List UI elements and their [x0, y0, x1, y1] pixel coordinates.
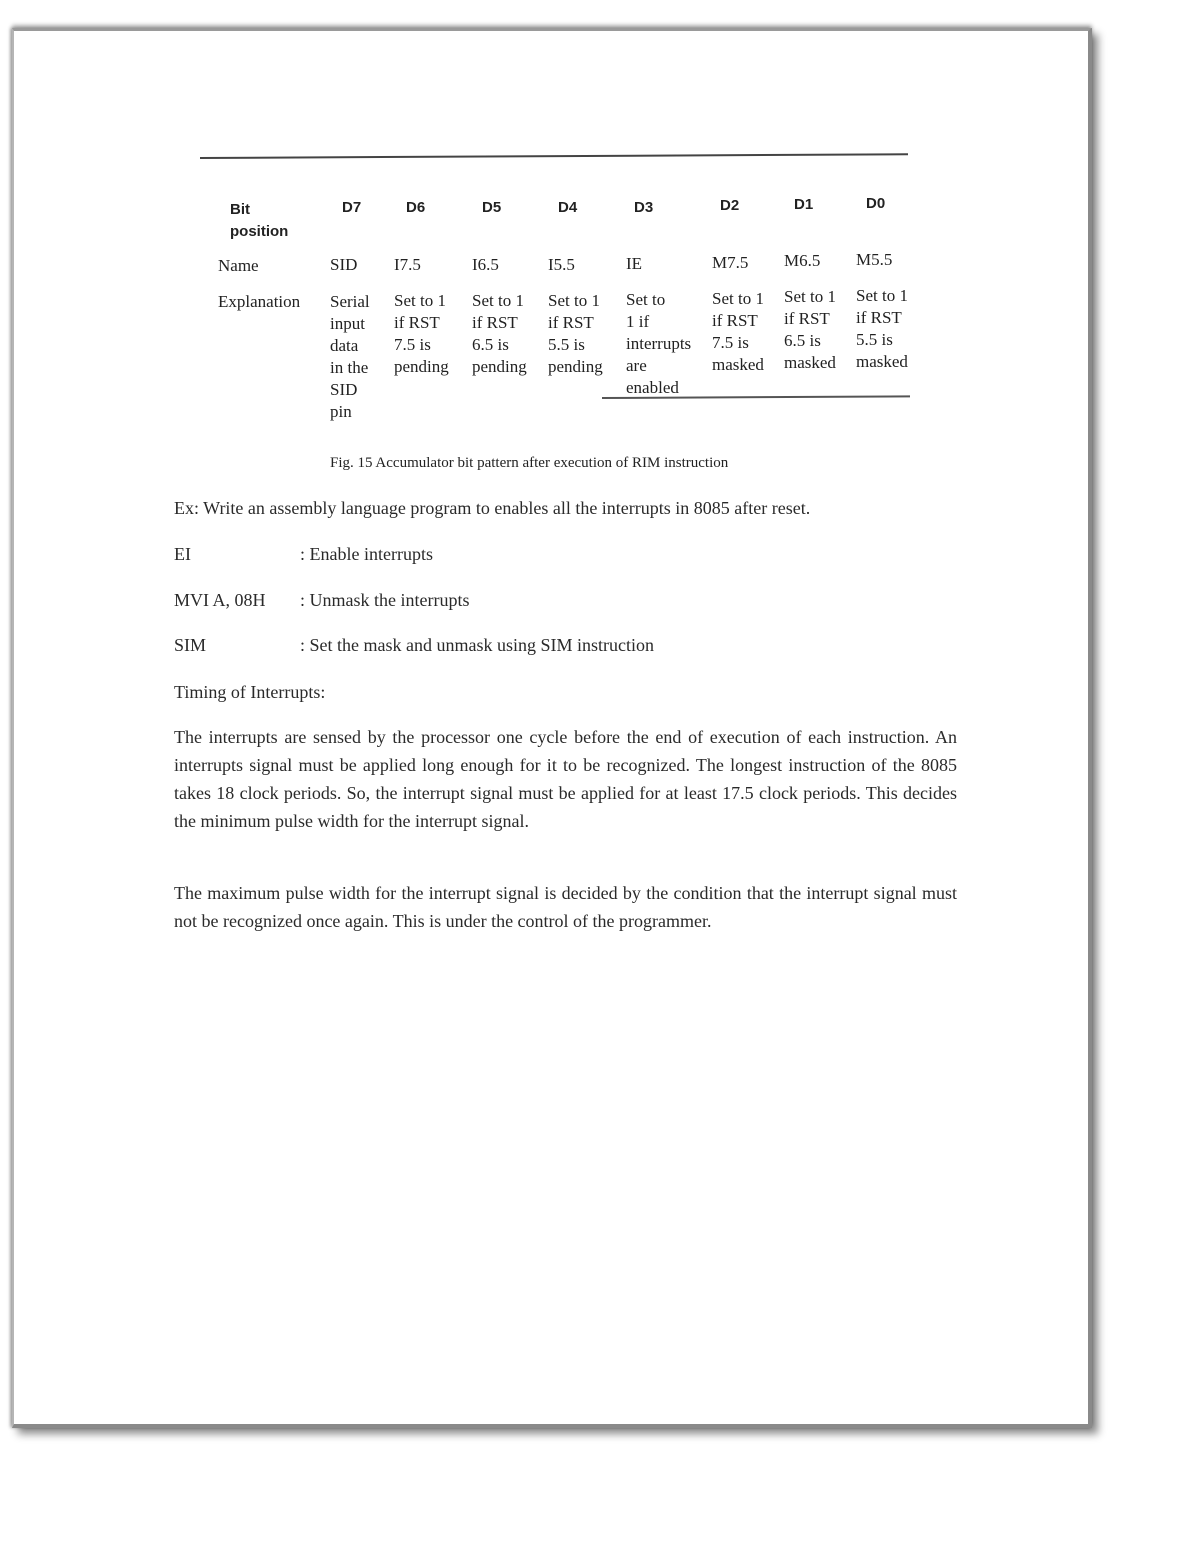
code-instruction: SIM	[174, 635, 207, 655]
explanation-cell: Set to 1 if RST 7.5 is pending	[394, 291, 449, 376]
explanation-cell: Set to 1 if RST 7.5 is masked	[712, 289, 764, 374]
name-cell: I5.5	[548, 255, 575, 274]
explanation-cell: Set to 1 if RST 5.5 is masked	[856, 286, 908, 371]
name-cell: I7.5	[394, 255, 421, 274]
explanation-cell: Set to 1 if RST 5.5 is pending	[548, 291, 603, 376]
explanation-cell: Explanation	[218, 292, 301, 311]
name-cell: Name	[218, 256, 259, 275]
code-instruction: EI	[174, 544, 191, 564]
table-top-rule	[200, 153, 908, 159]
explanation-cell: Set to 1 if RST 6.5 is masked	[784, 287, 836, 372]
explanation-cell: Set to 1 if RST 6.5 is pending	[472, 291, 527, 376]
code-comment: : Unmask the interrupts	[300, 590, 470, 610]
name-cell: SID	[330, 255, 358, 274]
page-content	[14, 31, 1088, 1424]
code-comment: : Enable interrupts	[300, 544, 433, 564]
header-cell: D0	[866, 195, 886, 212]
code-comment: : Set the mask and unmask using SIM instruction	[300, 635, 654, 655]
header-cell: D4	[558, 199, 578, 216]
header-cell: D7	[342, 199, 362, 216]
document-page	[12, 28, 1092, 1428]
header-cell: D1	[794, 196, 814, 213]
code-instruction: MVI A, 08H	[174, 590, 266, 610]
paragraph: The interrupts are sensed by the processor one cycle before the end of execution of each instruction. An interrupts signal must be applied long enough for it to be recognized. The longest instruction of the 8085 takes 18 clock periods. So, the interrupt signal must be applied for at least 17.5 clock periods. This decides the minimum pulse width for the interrupt signal.	[174, 727, 957, 831]
header-cell: D3	[634, 199, 654, 216]
header-cell: D5	[482, 199, 502, 216]
name-cell: M7.5	[712, 253, 749, 272]
explanation-cell: Set to 1 if interrupts are enabled	[626, 290, 692, 397]
header-cell: Bit position	[230, 201, 289, 240]
name-cell: M6.5	[784, 251, 821, 270]
exercise-text: Ex: Write an assembly language program to enables all the interrupts in 8085 after reset.	[174, 498, 811, 518]
explanation-cell: Serial input data in the SID pin	[330, 292, 370, 421]
section-heading: Timing of Interrupts:	[174, 682, 326, 702]
header-cell: D6	[406, 199, 426, 216]
header-cell: D2	[720, 197, 740, 214]
name-cell: I6.5	[472, 255, 499, 274]
name-cell: M5.5	[856, 250, 893, 269]
table-bottom-rule	[602, 395, 910, 399]
paragraph: The maximum pulse width for the interrupt signal is decided by the condition that the interrupt signal must not be recognized once again. This is under the control of the programmer.	[174, 883, 957, 931]
figure-caption: Fig. 15 Accumulator bit pattern after execution of RIM instruction	[330, 455, 729, 471]
name-cell: IE	[626, 254, 643, 273]
